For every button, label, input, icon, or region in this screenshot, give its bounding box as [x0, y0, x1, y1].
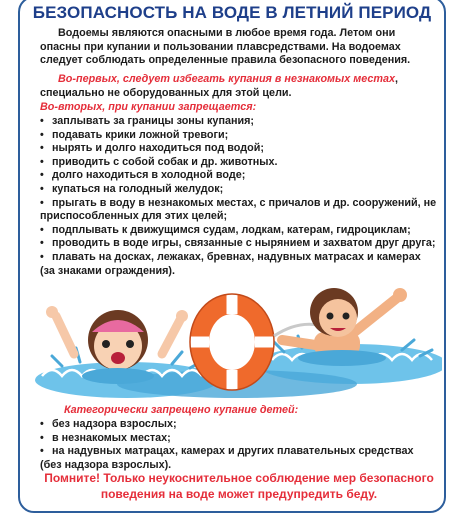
prohibited-list — [40, 115, 438, 278]
list-item: • прыгать в воду в незнакомых местах, с причалов и др. сооружений, не приспособленных для этих целей; — [40, 197, 438, 224]
intro-paragraph: Водоемы являются опасными в любое время года. Летом они опасны при купании и пользовании плавсредствами. На водоемах следует соблюдать определенные правила безопасного поведения. — [40, 27, 411, 67]
final-warning: Помните! Только неукоснительное соблюдение мер безопасного поведения на воде может предупредить беду. — [44, 471, 434, 501]
list-item: • приводить с собой собак и др. животных. — [40, 156, 438, 170]
list-item: • подплывать к движущимся судам, лодкам, катерам, гидроциклам; — [40, 224, 438, 238]
list-item: • нырять и долго находиться под водой; — [40, 142, 438, 156]
first-rule-rest: , специально не оборудованных для этой цели. — [40, 73, 398, 99]
list-item: • проводить в воде игры, связанные с нырянием и захватом друг друга; — [40, 237, 438, 251]
page-title: БЕЗОПАСНОСТЬ НА ВОДЕ В ЛЕТНИЙ ПЕРИОД — [32, 3, 432, 22]
list-item: • без надзора взрослых; — [40, 418, 438, 432]
list-item: • плавать на досках, лежаках, бревнах, надувных матрасах и камерах (за знаками ограждения). — [40, 251, 438, 278]
list-item: • купаться на голодный желудок; — [40, 183, 438, 197]
list-item: • долго находиться в холодной воде; — [40, 169, 438, 183]
children-heading: Категорически запрещено купание детей: — [64, 404, 299, 416]
first-rule-paragraph — [40, 73, 438, 100]
list-item: • подавать крики ложной тревоги; — [40, 129, 438, 143]
first-rule-highlight: Во-первых, следует избегать купания в незнакомых местах — [58, 73, 395, 85]
rescue-illustration — [22, 276, 442, 404]
list-item: • на надувных матрацах, камерах и других плавательных средствах (без надзора взрослых). — [40, 445, 438, 472]
prohibited-heading: Во-вторых, при купании запрещается: — [40, 101, 257, 113]
list-item: • заплывать за границы зоны купания; — [40, 115, 438, 129]
children-list — [40, 418, 438, 472]
list-item: • в незнакомых местах; — [40, 432, 438, 446]
